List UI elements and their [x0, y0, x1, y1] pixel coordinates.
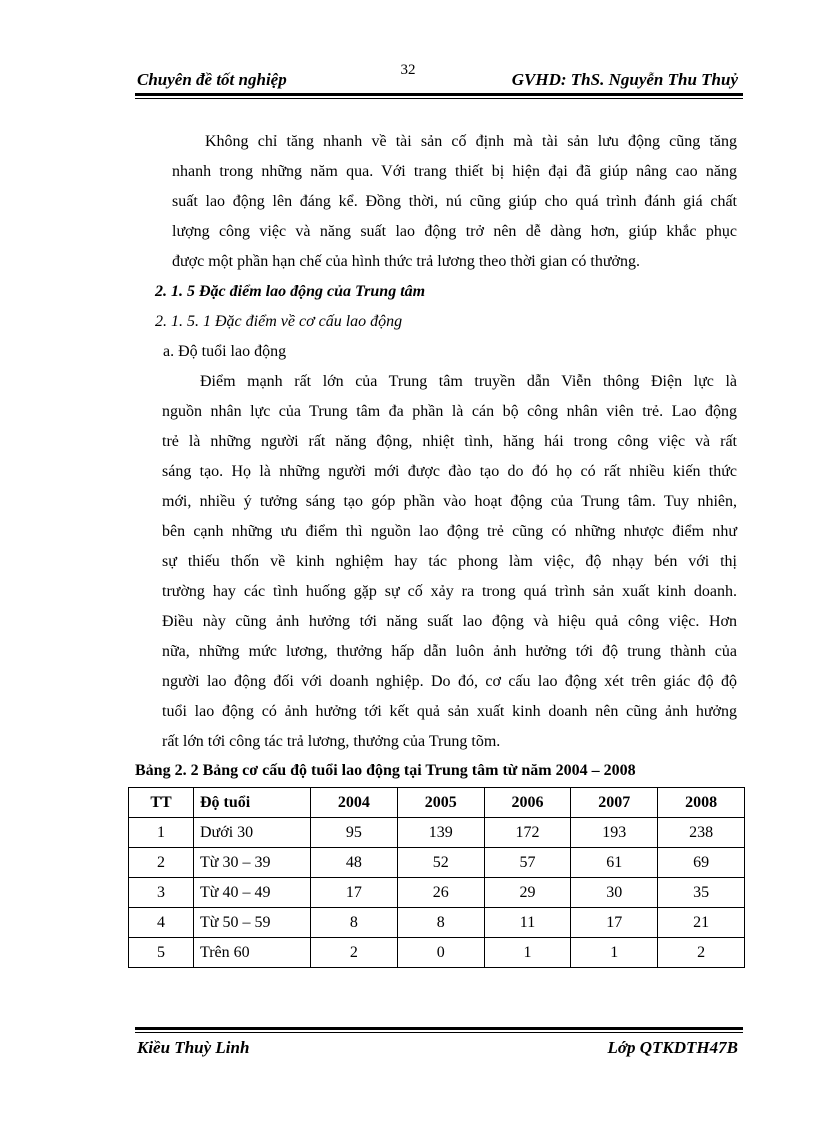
paragraph-line: bên cạnh những ưu điểm thì nguồn lao động trẻ cũng có những nhược điểm như — [162, 523, 737, 540]
table-cell: 57 — [484, 848, 571, 878]
table-cell: 21 — [658, 908, 745, 938]
column-header: 2008 — [658, 788, 745, 818]
column-header: 2007 — [571, 788, 658, 818]
table-cell: 0 — [397, 938, 484, 968]
paragraph-line: nguồn nhân lực của Trung tâm đa phần là cán bộ công nhân viên trẻ. Lao động — [162, 403, 737, 420]
table-cell: 2 — [129, 848, 194, 878]
column-header: 2005 — [397, 788, 484, 818]
table-cell: Dưới 30 — [194, 818, 311, 848]
table-row — [129, 938, 745, 968]
table-cell: Từ 50 – 59 — [194, 908, 311, 938]
table-cell: 5 — [129, 938, 194, 968]
paragraph-line: tuổi lao động có ảnh hưởng tới kết quả sản xuất kinh doanh nên cũng ảnh hưởng — [162, 703, 737, 720]
column-header: 2006 — [484, 788, 571, 818]
header-rule-thin — [135, 98, 743, 99]
paragraph-line: Không chỉ tăng nhanh về tài sản cố định mà tài sản lưu động cũng tăng — [205, 133, 737, 150]
paragraph-line: lượng công việc và năng suất lao động trở nên dễ dàng hơn, giúp khắc phục — [172, 223, 737, 240]
table-header-row — [129, 788, 745, 818]
table-cell: 30 — [571, 878, 658, 908]
table-cell: 1 — [484, 938, 571, 968]
table-cell: 11 — [484, 908, 571, 938]
table-cell: 8 — [311, 908, 398, 938]
paragraph-line: nhanh trong những năm qua. Với trang thiết bị hiện đại đã giúp nâng cao năng — [172, 163, 737, 180]
table-cell: 52 — [397, 848, 484, 878]
column-header: 2004 — [311, 788, 398, 818]
table-row — [129, 908, 745, 938]
table-cell: 95 — [311, 818, 398, 848]
column-header: Độ tuổi — [194, 788, 311, 818]
table-cell: 69 — [658, 848, 745, 878]
paragraph-line: mới, nhiều ý tưởng sáng tạo góp phần vào hoạt động của Trung tâm. Tuy nhiên, — [162, 493, 737, 510]
table-row — [129, 848, 745, 878]
list-item-a: a. Độ tuổi lao động — [163, 343, 287, 360]
table-cell: 172 — [484, 818, 571, 848]
paragraph-line: nữa, những mức lương, thưởng hấp dẫn luôn ảnh hưởng tới độ trung thành của — [162, 643, 737, 660]
table-cell: 3 — [129, 878, 194, 908]
table-cell: 1 — [129, 818, 194, 848]
table-cell: 8 — [397, 908, 484, 938]
table-row — [129, 818, 745, 848]
paragraph-line: sáng tạo. Họ là những người mới được đào tạo do đó họ có rất nhiều kiến thức — [162, 463, 737, 480]
table-cell: Từ 30 – 39 — [194, 848, 311, 878]
paragraph-line: Điểm mạnh rất lớn của Trung tâm truyền dẫn Viễn thông Điện lực là — [200, 373, 737, 390]
page-number: 32 — [400, 62, 416, 78]
paragraph-line: trường hay các tình huống gặp sự cố xảy ra trong quá trình sản xuất kinh doanh. — [162, 583, 737, 600]
paragraph-line: sự thiếu thốn về kinh nghiệm hay tác phong làm việc, độ nhạy bén với thị — [162, 553, 737, 570]
table-cell: 17 — [571, 908, 658, 938]
table-row — [129, 878, 745, 908]
paragraph-line: trẻ là những người rất năng động, nhiệt tình, hăng hái trong công việc và rất — [162, 433, 737, 450]
table-cell: 238 — [658, 818, 745, 848]
table-cell: 35 — [658, 878, 745, 908]
table-cell: 4 — [129, 908, 194, 938]
paragraph-2 — [162, 367, 737, 757]
table-cell: 139 — [397, 818, 484, 848]
table-cell: 2 — [311, 938, 398, 968]
table-caption: Bảng 2. 2 Bảng cơ cấu độ tuổi lao động tại Trung tâm từ năm 2004 – 2008 — [135, 762, 636, 779]
table-cell: Từ 40 – 49 — [194, 878, 311, 908]
age-structure-table — [128, 787, 745, 968]
paragraph-line: được một phần hạn chế của hình thức trả lương theo thời gian có thưởng. — [172, 253, 640, 270]
footer-class: Lớp QTKDTH47B — [607, 1038, 738, 1057]
footer-rule-thin — [135, 1032, 743, 1033]
footer-rule — [135, 1027, 743, 1030]
footer-author: Kiều Thuỳ Linh — [137, 1038, 250, 1057]
table-cell: 2 — [658, 938, 745, 968]
table-cell: Trên 60 — [194, 938, 311, 968]
paragraph-line: Điều này cũng ảnh hưởng tới năng suất lao động và hiệu quả công việc. Hơn — [162, 613, 737, 630]
table-cell: 29 — [484, 878, 571, 908]
table-cell: 1 — [571, 938, 658, 968]
subsection-heading: 2. 1. 5. 1 Đặc điểm về cơ cấu lao động — [155, 313, 403, 330]
paragraph-line: rất lớn tới công tác trả lương, thưởng của Trung tõm. — [162, 733, 501, 750]
paragraph-line: suất lao động lên đáng kể. Đồng thời, nú cũng giúp cho quá trình đánh giá chất — [172, 193, 737, 210]
table-cell: 193 — [571, 818, 658, 848]
table-cell: 17 — [311, 878, 398, 908]
paragraph-line: người lao động đối với doanh nghiệp. Do đó, cơ cấu lao động xét trên giác độ độ — [162, 673, 737, 690]
table-cell: 61 — [571, 848, 658, 878]
column-header: TT — [129, 788, 194, 818]
header-rule — [135, 93, 743, 96]
header-title-left: Chuyên đề tốt nghiệp — [137, 70, 287, 89]
header-title-right: GVHD: ThS. Nguyễn Thu Thuỷ — [511, 70, 738, 89]
section-heading: 2. 1. 5 Đặc điểm lao động của Trung tâm — [155, 283, 426, 300]
table-cell: 48 — [311, 848, 398, 878]
table-cell: 26 — [397, 878, 484, 908]
paragraph-1 — [172, 127, 737, 277]
